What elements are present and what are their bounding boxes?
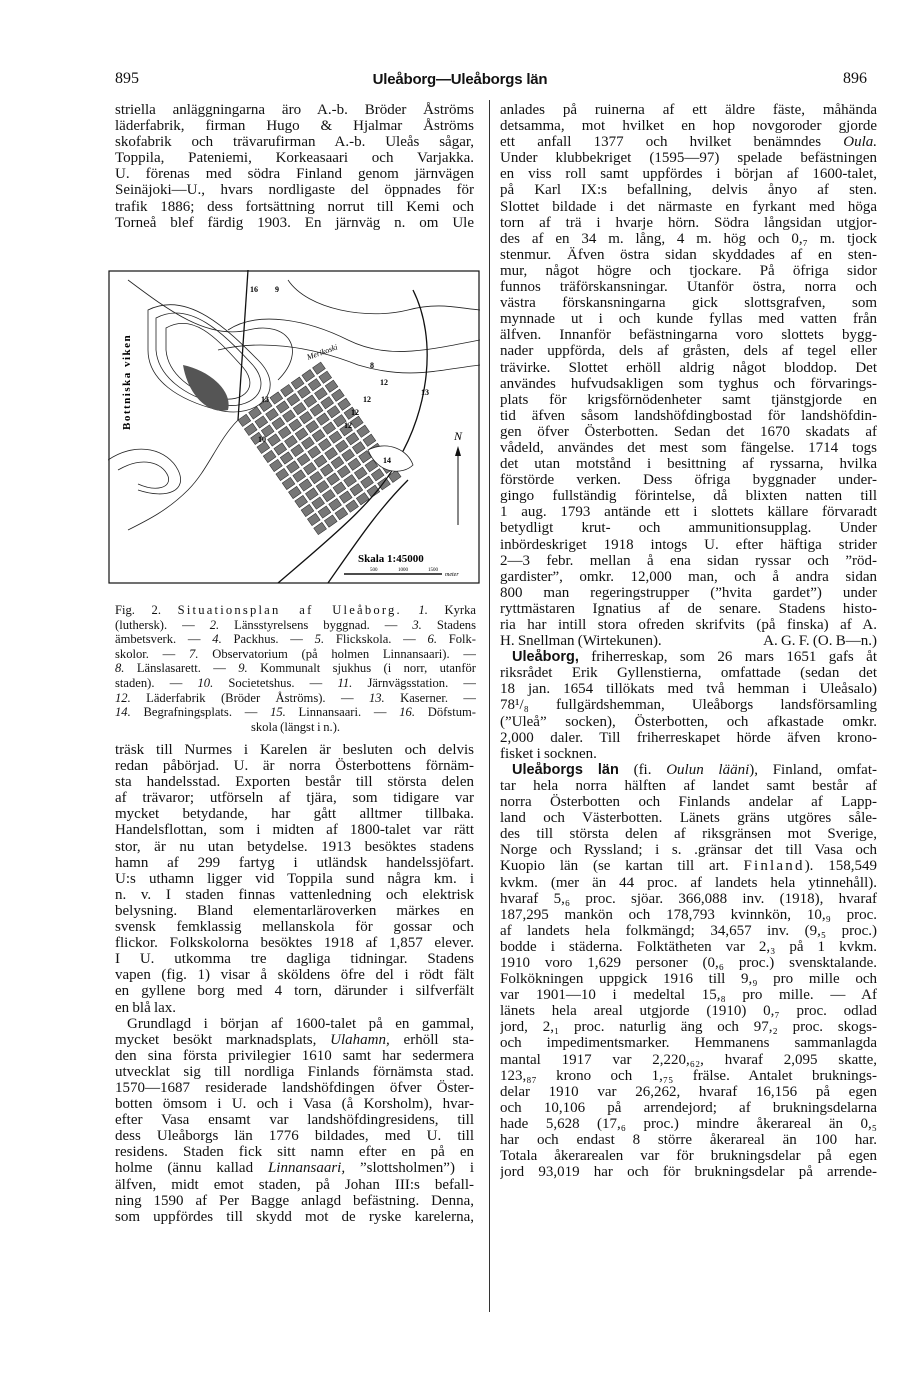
text-line <box>500 1164 877 1180</box>
text-line <box>500 134 877 150</box>
text-line <box>500 295 877 311</box>
text-segment: I U. utkomma tre dagliga tidningar. Stadens <box>115 951 474 968</box>
text-line <box>115 951 474 967</box>
text-line <box>115 871 474 887</box>
text-line <box>500 1052 877 1068</box>
text-segment: 187,295 mankön och 178,793 kvinnkön, 10,₉ proc. <box>500 906 877 923</box>
text-line <box>500 440 877 456</box>
text-line <box>500 762 877 778</box>
text-line <box>115 1080 474 1096</box>
text-segment: Fig. 2. <box>115 603 178 617</box>
text-segment: förstörde verken. Dess öfriga byggnader under- <box>500 472 877 489</box>
text-segment: des till största delen af riksgränsen mot Sverige, <box>500 826 877 843</box>
text-segment: Kaserner. — <box>384 690 476 705</box>
headword: Uleåborgs län <box>512 761 619 778</box>
text-line <box>115 806 474 822</box>
text-segment: hvaraf 5,₆ proc. sjöar. 366,088 inv. (1918), hvaraf <box>500 890 877 907</box>
text-line <box>500 681 877 697</box>
page-number-left: 895 <box>115 70 139 87</box>
map-number-label: 9 <box>275 285 279 294</box>
text-segment: (fi. <box>618 761 667 778</box>
map-north-label: N <box>454 429 463 443</box>
text-segment: Toppila, Pateniemi, Korkeasaari och Varjakka. <box>115 150 474 167</box>
text-line <box>500 1084 877 1100</box>
map-river-label: Merikoski <box>305 342 339 362</box>
map-number-label: 14 <box>383 456 391 465</box>
text-segment: anlades på ruinerna af ett äldre fäste, måhända <box>500 102 877 118</box>
text-line <box>500 842 877 858</box>
text-segment: träsk till Nurmes i Karelen är besluten och delvis <box>115 742 474 758</box>
text-segment: kvkm. (mer än 44 proc. af landets hela ytinnehåll). <box>500 874 877 891</box>
text-segment: plats för krigsförnödenheter samt tjänstgjorde en <box>500 391 877 408</box>
text-segment: delar 1910 var 26,262, hvaraf 16,156 på egen <box>500 1083 877 1100</box>
text-segment: 1. <box>418 603 428 617</box>
text-segment: bodde i städerna. Folktätheten var 2,₃ på 1 kvkm. <box>500 938 877 955</box>
text-line <box>115 1016 474 1032</box>
text-segment: skola (längst i n.). <box>250 719 341 734</box>
text-segment: striella anläggningarna äro A.-b. Bröder Åströms <box>115 102 474 118</box>
text-line <box>115 1112 474 1128</box>
text-line <box>115 661 476 676</box>
text-segment: Länsstyrelsens byggnad. — <box>219 617 413 632</box>
text-segment: mycket betydande, har gått alltmer tillbaka. <box>115 806 474 823</box>
map-number-label: 8 <box>370 361 374 370</box>
map-number-label: 16 <box>250 285 258 294</box>
map-number-label: 12 <box>351 408 359 417</box>
text-segment: redan påbörjad. U. är norra Österbottens förnäm- <box>115 758 474 775</box>
text-segment: detsamma, mot hvilket en hop novgoroder gjorde <box>500 118 877 135</box>
text-segment: erhöll sta- <box>389 1031 474 1048</box>
text-segment: riksrådet Erik Gyllenstierna, omfattade (sedan det <box>500 665 877 682</box>
text-segment: staden). — <box>115 675 198 690</box>
text-line <box>115 632 476 647</box>
text-line <box>115 774 474 790</box>
text-line <box>500 923 877 939</box>
text-line <box>500 504 877 520</box>
text-segment: sta handelsstad. Exporten består till största delen <box>115 774 474 791</box>
scale-tick-label: 1500 <box>428 568 438 573</box>
text-line <box>500 360 877 376</box>
text-line <box>500 553 877 569</box>
text-segment: des af en 34 m. lång, 4 m. hög och 0,₇ m. tjock <box>500 230 877 247</box>
text-line <box>115 983 474 999</box>
text-segment: Oula. <box>843 134 877 151</box>
city-map-figure <box>108 270 480 598</box>
text-line <box>500 150 877 166</box>
text-segment: stor, är nu utan betydelse. 1913 besöktes stadens <box>115 838 474 855</box>
text-line <box>500 1132 877 1148</box>
text-line <box>500 215 877 231</box>
text-segment: tid äfven såsom landshöfdingbostad för landshöfdin- <box>500 407 877 424</box>
text-segment: ), Finland, omfat- <box>749 761 877 778</box>
text-segment: flickor. Folkskolorna besöktes 1918 af 1,857 elever. <box>115 935 474 952</box>
text-line <box>115 1177 474 1193</box>
text-segment: betydligt krut- och ammunitionsupplag. Under <box>500 520 877 537</box>
text-segment: länets hela areal utgjorde (1910) 0,₇ proc. odlad <box>500 1003 877 1020</box>
text-segment: jord, 2,₁ proc. naturlig äng och 97,₂ proc. skogs- <box>500 1019 877 1036</box>
text-line <box>500 1148 877 1164</box>
text-line <box>500 247 877 263</box>
text-line <box>115 1193 474 1209</box>
text-line <box>115 215 474 231</box>
text-segment: läderfabrik, firman Hugo & Hjalmar Åströms <box>115 118 474 135</box>
text-line <box>115 758 474 774</box>
text-line <box>115 1128 474 1144</box>
text-segment: (”Uleå” socken), Österbotten, och afkastade omkr. <box>500 713 877 730</box>
text-segment: land och Västerbotten. Länets gräns utgöres såle- <box>500 810 877 827</box>
text-line <box>500 891 877 907</box>
text-line <box>115 182 474 198</box>
text-line <box>500 376 877 392</box>
text-segment: Folkökningen uppgick 1916 till 9,₉ pro mille och <box>500 971 877 988</box>
text-segment: utvecklat sig till nordliga Finlands förnämsta stad. <box>115 1063 474 1080</box>
text-line <box>500 810 877 826</box>
text-line <box>500 826 877 842</box>
text-segment: gingo fullständig förintelse, då blixten natten till <box>500 488 877 505</box>
headword: Uleåborg, <box>512 649 579 666</box>
text-line <box>500 279 877 295</box>
text-segment: en viss roll samt uppfördes i början af 1600-talet, <box>500 166 877 183</box>
text-segment: Totala åkerarealen var för brukningsdelar på egen <box>500 1148 877 1165</box>
text-segment: Läderfabrik (Bröder Åströms). — <box>130 690 369 705</box>
text-segment: 8. <box>115 661 125 676</box>
text-segment: Oulun lääni <box>666 761 750 778</box>
text-line <box>500 1035 877 1051</box>
figure-caption <box>115 603 476 734</box>
text-line <box>115 720 476 735</box>
text-line <box>115 676 476 691</box>
text-line <box>500 311 877 327</box>
text-segment: n. v. I staden finnas vattenledning och elektrisk <box>115 886 474 903</box>
text-segment: trafik 1886; dess fortsättning norrut till Kemi och <box>115 198 474 215</box>
text-line <box>500 1019 877 1035</box>
text-segment: 18 jan. 1654 tillökats med två hemman i Uleåsalo) <box>500 681 877 698</box>
text-segment: användes hufvudsakligen som tyghus och förvarings- <box>500 375 877 392</box>
text-line <box>115 691 476 706</box>
text-segment: 9. <box>238 661 248 676</box>
text-line <box>115 935 474 951</box>
text-line <box>500 263 877 279</box>
text-segment: Kyrka <box>427 603 476 617</box>
text-segment: trävirke. Slottet erhöll aldrig något bloddop. Det <box>500 359 877 376</box>
text-line <box>500 697 877 713</box>
text-segment: ). 158,549 <box>804 858 877 875</box>
text-segment: på Karl IX:s befallning, delvis ånyo af sten. <box>500 182 877 199</box>
text-line <box>500 1068 877 1084</box>
text-segment: Linnansaari. — <box>285 705 400 720</box>
text-line <box>500 714 877 730</box>
text-segment: 2. <box>209 617 220 632</box>
text-segment: Norge och Ryssland; i s. .gränsar det till Vasa och <box>500 842 877 859</box>
text-line <box>500 665 877 681</box>
text-segment: belysning. Bland elementarläroverken märkes en <box>115 902 474 919</box>
map-scale-label: Skala 1:45000 <box>358 553 424 565</box>
text-segment: ämbetsverk. — <box>115 632 213 647</box>
column-divider <box>489 100 490 1312</box>
text-segment: mycket besökt marknadsplats, <box>115 1031 331 1048</box>
text-segment: vapen (fig. 1) visar å sköldens öfre del i rödt fält <box>115 967 474 984</box>
text-segment: ett anfall 1377 och hvilket benämndes <box>500 134 844 151</box>
text-segment: 3. <box>412 617 422 632</box>
text-segment: Slottet bildade i det närmaste en fyrkant med höga <box>500 198 877 215</box>
text-segment: 1910 voro 1,629 personer (0,₆ proc.) svensktalande. <box>500 954 877 971</box>
text-segment: tar hela norra hälften af landet samt består af <box>500 777 877 794</box>
text-line <box>500 617 877 633</box>
text-segment: af landets hela folkmängd; 34,657 inv. (9,₅ proc.) <box>500 922 877 939</box>
text-line <box>500 424 877 440</box>
text-line <box>500 987 877 1003</box>
map-number-label: 12 <box>344 421 352 430</box>
text-segment: var 1901—10 i medeltal 15,₈ pro mille. — Af <box>500 987 877 1004</box>
text-line <box>115 1032 474 1048</box>
left-column-top-text <box>115 102 474 231</box>
text-segment: västra förskansningarna gick slottsgrafven, som <box>500 295 877 312</box>
text-segment: Finland <box>743 858 805 875</box>
text-segment: som uppfördes till skydd mot de ryske karelerna, <box>115 1208 474 1225</box>
map-number-label: 10 <box>258 435 266 444</box>
text-line <box>115 919 474 935</box>
text-segment: hamn af 299 fartyg i utländsk handelssjöfart. <box>115 854 474 871</box>
text-segment: norra Österbotten och Finlands andelar af Lapp- <box>500 794 877 811</box>
text-segment: Linnansaari, <box>267 1160 346 1177</box>
text-segment: ”slottsholmen”) i <box>345 1160 474 1177</box>
text-segment: älfven. Innanför befästningarna voro slottets bygg- <box>500 327 877 344</box>
text-line <box>115 618 476 633</box>
text-segment: 2—3 febr. mellan å ena sidan ryssar och ”röd- <box>500 552 877 569</box>
text-segment: funnos träförskansningar. Utanför östra, norra och <box>500 279 877 296</box>
text-line <box>115 150 474 166</box>
text-line <box>115 603 476 618</box>
text-segment: Flickskola. — <box>324 632 428 647</box>
text-line <box>500 585 877 601</box>
text-segment: skofabrik och trävarufirman A.-b. Uleås sågar, <box>115 134 474 151</box>
text-line <box>500 537 877 553</box>
text-segment: inbördeskriget 1918 intogs U. efter häftiga strider <box>500 536 877 553</box>
text-line <box>500 231 877 247</box>
text-segment: det utan motstånd i besittning af ryssarna, hvilka <box>500 456 877 473</box>
text-segment: Döfstum- <box>414 705 476 720</box>
text-line <box>115 1048 474 1064</box>
running-header-title: Uleåborg—Uleåborgs län <box>372 71 548 88</box>
text-segment: har och endast 8 större åkerareal än 100 har. <box>500 1132 877 1148</box>
text-segment: älfven, midt emot staden, på Johan III:s befall- <box>115 1176 474 1193</box>
text-segment: jord 93,019 har och för brukningsdelar på arrende- <box>500 1164 877 1181</box>
text-segment: Ulahamn, <box>330 1031 390 1048</box>
scale-tick-label: 500 <box>370 568 378 573</box>
text-line <box>500 569 877 585</box>
left-column-bottom-text <box>115 742 474 1225</box>
author-signature: A. G. F. (O. B—n.) <box>763 633 877 650</box>
text-segment: friherreskap, som 26 mars 1651 gafs åt <box>578 649 877 666</box>
text-line <box>500 102 877 118</box>
text-segment: U:s uthamn ligger vid Toppila sund några km. i <box>115 870 474 887</box>
text-line <box>115 887 474 903</box>
text-segment: ning 1590 af Per Bagge anlagd befästning. Denna, <box>115 1192 474 1209</box>
text-segment: 12. <box>115 690 131 705</box>
text-line <box>500 1100 877 1116</box>
text-line <box>115 199 474 215</box>
text-segment: fisket i socknen. <box>500 745 597 762</box>
text-segment: holme (ännu kallad <box>115 1160 268 1177</box>
text-segment: Seinäjoki—U., hvars nordligaste del öppnades för <box>115 182 474 199</box>
text-line <box>500 907 877 923</box>
text-line <box>500 730 877 746</box>
text-segment: gardister”, omkr. 12,000 man, och å andra sidan <box>500 568 877 585</box>
text-line <box>115 1209 474 1225</box>
text-segment: 2,000 daler. Till friherreskapet hörde äfven krono- <box>500 729 877 746</box>
text-segment: Begrafningsplats. — <box>130 705 271 720</box>
text-segment: ria har intill stora ofreden skrifvits (på finska) af A. <box>500 617 877 633</box>
text-line <box>500 182 877 198</box>
text-line <box>115 166 474 182</box>
text-segment: Packhus. — <box>221 632 315 647</box>
text-line <box>115 705 476 720</box>
map-number-label: 12 <box>363 395 371 404</box>
text-segment: ryttmästaren Ignatius af de senare. Stadens histo- <box>500 600 877 617</box>
scale-tick-label: 1000 <box>398 568 408 573</box>
text-segment: 5. <box>314 632 325 647</box>
text-segment: 15. <box>270 705 286 720</box>
map-sea-label: Bottniska viken <box>121 333 133 430</box>
text-line <box>500 392 877 408</box>
text-line <box>500 601 877 617</box>
text-line <box>500 408 877 424</box>
text-line <box>500 456 877 472</box>
text-segment: Järnvägsstation. — <box>352 675 476 690</box>
text-segment: stenmur. Äfven östra sidan skyddades af en sten- <box>500 246 877 263</box>
text-segment: (luthersk). — <box>115 617 210 632</box>
right-column-text <box>500 102 877 1180</box>
text-segment: 6. <box>427 632 437 647</box>
text-line <box>115 742 474 758</box>
text-segment: mur, något högre och tjockare. På öfriga sidor <box>500 262 877 279</box>
text-line <box>115 790 474 806</box>
text-line <box>500 472 877 488</box>
text-segment: Folk- <box>436 632 476 647</box>
text-segment: 13. <box>368 690 385 705</box>
text-segment: H. Snellman (Wirtekunen). <box>500 633 662 650</box>
text-segment: torn af trä i hvarje hörn. Södra långsidan utgjor- <box>500 214 877 231</box>
text-segment: 16. <box>399 705 415 720</box>
text-line <box>115 903 474 919</box>
text-segment: Torneå blef färdig 1903. En järnväg n. om Ule <box>115 214 474 231</box>
text-line <box>500 858 877 874</box>
text-line <box>500 649 877 665</box>
text-segment: Handelsflottan, som i midten af 1800-talet var rätt <box>115 822 474 839</box>
text-line <box>500 199 877 215</box>
text-segment: en blå lax. <box>115 999 177 1016</box>
text-segment: efter Vasa ensamt var landshöfdingresidens, till <box>115 1112 474 1129</box>
text-line <box>115 1000 474 1016</box>
text-segment: hade 5,628 (17,₆ proc.) mindre åkerareal än 0,₅ <box>500 1115 877 1132</box>
text-line <box>500 1003 877 1019</box>
map-number-label: 13 <box>261 395 269 404</box>
text-line <box>500 327 877 343</box>
text-segment: skolor. — <box>115 646 190 661</box>
text-segment: Länslasarett. — <box>124 661 239 676</box>
text-line <box>500 971 877 987</box>
text-segment: Under klubbekriget (1595—97) spelade befästningen <box>500 150 877 167</box>
text-segment: Kommunalt sjukhus (i norr, utanför <box>247 661 476 676</box>
text-line <box>115 647 476 662</box>
text-segment: gen öfver Österbotten. Sedan det 1670 skadats af <box>500 423 877 440</box>
text-line <box>500 794 877 810</box>
text-line <box>115 839 474 855</box>
text-segment: 800 man regeringstrupper (”hvita gardet”) under <box>500 584 877 601</box>
scale-unit-label: meter <box>445 572 459 578</box>
text-segment: nader uppförda, dels af gråsten, dels af tegel eller <box>500 343 877 360</box>
map-number-label: 12 <box>380 378 388 387</box>
text-line <box>500 746 877 762</box>
text-segment: 10. <box>197 675 214 690</box>
text-segment: Observatorium (på holmen Linnansaari). — <box>198 646 476 661</box>
text-segment: 7. <box>189 646 199 661</box>
text-line <box>500 343 877 359</box>
text-segment: Grundlagd i början af 1600-talet på en gammal, <box>127 1015 474 1032</box>
text-line <box>500 633 877 649</box>
text-segment: 14. <box>115 705 131 720</box>
text-line <box>500 955 877 971</box>
text-segment: Kuopio län (se kartan till art. <box>500 858 744 875</box>
text-segment: den sina första privilegier 1610 samt har sedermera <box>115 1047 474 1064</box>
text-line <box>500 939 877 955</box>
map-number-label: 13 <box>421 388 429 397</box>
text-line <box>500 166 877 182</box>
text-line <box>115 1064 474 1080</box>
text-segment: Stadens <box>421 617 476 632</box>
text-line <box>500 875 877 891</box>
text-segment: U. förenas med södra Finland genom järnvägen <box>115 166 474 183</box>
text-segment: af trävaror; utförseln af tjära, som tidigare var <box>115 790 474 807</box>
text-segment: Societetshus. — <box>213 675 338 690</box>
text-line <box>500 520 877 536</box>
text-line <box>500 778 877 794</box>
text-line <box>500 1116 877 1132</box>
text-segment <box>402 603 419 617</box>
text-segment: mynnade ut i och kunde fyllas med vatten från <box>500 311 877 328</box>
text-segment: och impedimentsmarker. Hemmanens sammanlagda <box>500 1035 877 1052</box>
text-segment: vådeld, användes det mest som fängelse. 1714 togs <box>500 439 877 456</box>
text-segment: 123,₈₇ krono och 1,₇₅ frälse. Antalet bruknings- <box>500 1067 877 1084</box>
text-segment: mantal 1917 var 2,220,₆₂, hvaraf 2,095 skatte, <box>500 1051 877 1068</box>
text-line <box>115 967 474 983</box>
text-segment: dess Uleåborgs län 1776 bildades, med U. till <box>115 1128 474 1145</box>
text-segment: och 10,106 på arrendejord; af brukningsdelarna <box>500 1099 877 1116</box>
text-line <box>115 855 474 871</box>
page-number-right: 896 <box>843 70 867 87</box>
text-segment: botten ömsom i U. och i Vasa (å Korsholm), hvar- <box>115 1096 474 1113</box>
text-line <box>500 488 877 504</box>
text-line <box>115 1160 474 1176</box>
text-segment: svensk femklassig mellanskola för gossar och <box>115 919 474 936</box>
text-segment: 11. <box>337 675 353 690</box>
text-segment: residens. Staden fick sitt namn efter en på en <box>115 1144 474 1161</box>
text-line <box>115 134 474 150</box>
text-line <box>115 118 474 134</box>
text-line <box>115 1096 474 1112</box>
text-segment: 78¹/₈ fullgärdshemman, Uleåborgs landsförsamling <box>500 697 877 714</box>
text-line <box>115 822 474 838</box>
text-line <box>500 118 877 134</box>
text-line <box>115 102 474 118</box>
text-segment: en gyllene borg med 4 torn, därunder i silfverfält <box>115 983 474 1000</box>
text-segment: 1 aug. 1793 antände ett i slottets källare förvaradt <box>500 504 877 521</box>
text-line <box>115 1144 474 1160</box>
text-segment: Situationsplan af Uleåborg. <box>177 603 402 617</box>
text-segment: 4. <box>212 632 222 647</box>
text-segment: 1570—1687 residerade landshöfdingen öfver Öster- <box>115 1079 474 1096</box>
